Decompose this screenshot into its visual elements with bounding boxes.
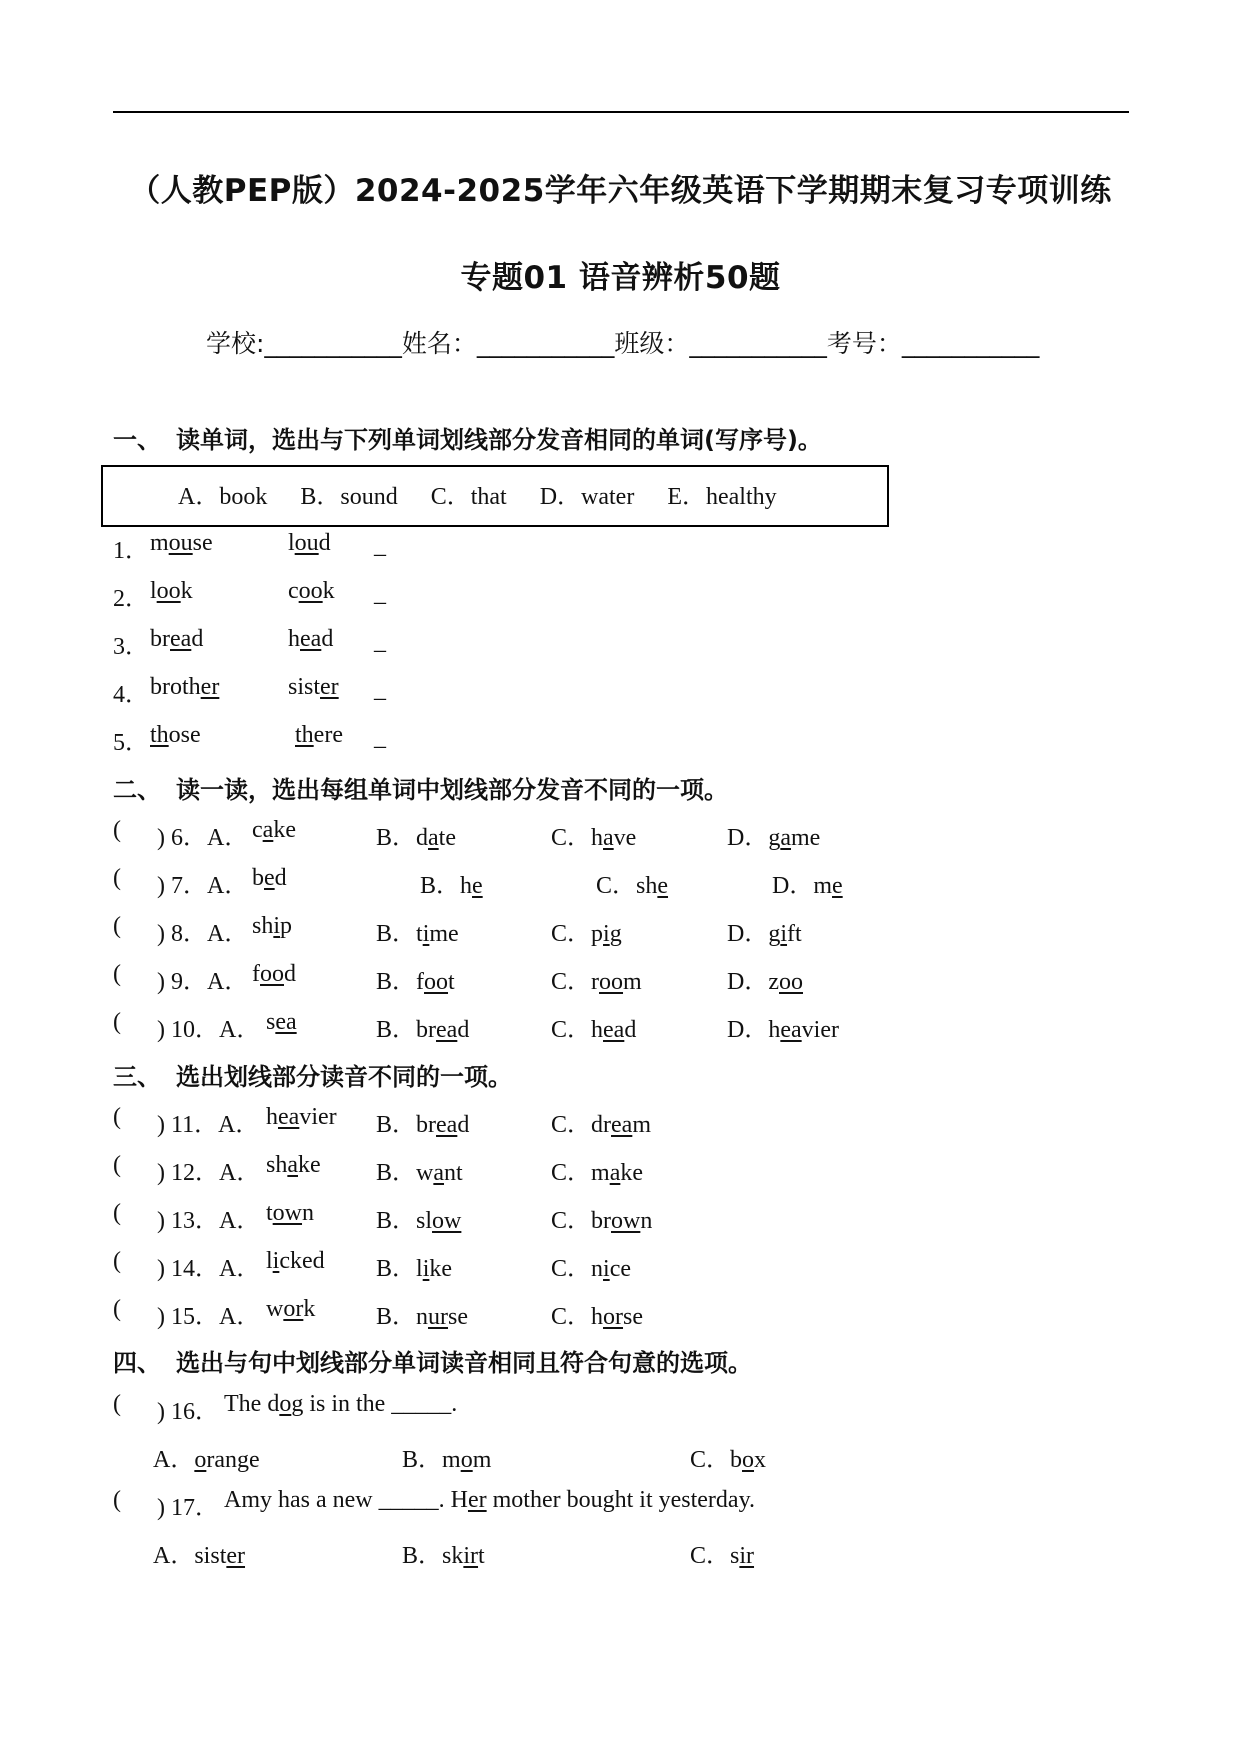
choice-word: D．game — [727, 825, 821, 851]
answer-paren[interactable]: ( — [113, 865, 121, 891]
choice-word: C．make — [551, 1160, 643, 1186]
question-label: ) 13．A． — [157, 1208, 261, 1234]
question-label: ) 17． — [157, 1495, 219, 1521]
answer-blank[interactable]: _ — [374, 581, 386, 607]
word: head — [288, 626, 334, 652]
question-label: ) 8．A． — [157, 921, 249, 947]
choice-word: D．gift — [727, 921, 802, 947]
answer-paren[interactable]: ( — [113, 913, 121, 939]
word: cook — [288, 578, 335, 604]
option: B．sound — [300, 484, 398, 510]
choice-word: cake — [252, 817, 296, 843]
choice-word: B．date — [376, 825, 456, 851]
options-row — [178, 476, 804, 511]
answer-blank[interactable]: _ — [374, 725, 386, 751]
question-label: ) 14．A． — [157, 1256, 261, 1282]
choice-word: C．room — [551, 969, 642, 995]
answer-paren[interactable]: ( — [113, 1152, 121, 1178]
option: C．that — [430, 484, 507, 510]
choice-word: D．zoo — [727, 969, 803, 995]
section-number: 四、 — [113, 1349, 161, 1377]
question-label: ) 9．A． — [157, 969, 249, 995]
word: look — [150, 578, 193, 604]
top-rule — [113, 111, 1129, 113]
question-label: ) 11．A． — [157, 1112, 260, 1138]
choice-word: A．sister — [153, 1543, 246, 1569]
section-4-heading — [113, 1343, 752, 1378]
section-number: 三、 — [113, 1063, 161, 1091]
choice-word: C．brown — [551, 1208, 653, 1234]
answer-blank[interactable]: _ — [374, 677, 386, 703]
choice-word: B．mom — [402, 1447, 492, 1473]
choice-word: C．horse — [551, 1304, 644, 1330]
page-title: （人教PEP版）2024-2025学年六年级英语下学期期末复习专项训练 — [129, 173, 1112, 209]
answer-paren[interactable]: ( — [113, 961, 121, 987]
choice-word: town — [266, 1200, 315, 1226]
choice-word: B．bread — [376, 1017, 470, 1043]
choice-word: C．she — [596, 873, 669, 899]
choice-word: C．pig — [551, 921, 622, 947]
choice-word: sea — [266, 1009, 297, 1035]
word: mouse — [150, 530, 213, 556]
section-title: 选出划线部分读音不同的一项。 — [176, 1063, 512, 1091]
student-info-line: 学校:___________姓名：___________班级：___________考号：___________ — [206, 329, 1040, 358]
question-label: ) 12．A． — [157, 1160, 261, 1186]
choice-word: B．time — [376, 921, 459, 947]
word: those — [150, 722, 201, 748]
answer-paren[interactable]: ( — [113, 1487, 121, 1513]
answer-blank[interactable]: _ — [374, 629, 386, 655]
option: D．water — [539, 484, 635, 510]
section-2-heading — [113, 770, 728, 805]
section-number: 二、 — [113, 776, 161, 804]
choice-word: B．he — [420, 873, 483, 899]
question-label: ) 6．A． — [157, 825, 249, 851]
answer-paren[interactable]: ( — [113, 1391, 121, 1417]
choice-word: C．nice — [551, 1256, 631, 1282]
question-label: ) 15．A． — [157, 1304, 261, 1330]
choice-word: D．me — [772, 873, 843, 899]
answer-paren[interactable]: ( — [113, 1296, 121, 1322]
choice-word: B．foot — [376, 969, 455, 995]
item-number: 1． — [113, 538, 149, 564]
section-title: 选出与句中划线部分单词读音相同且符合句意的选项。 — [176, 1349, 752, 1377]
choice-word: bed — [252, 865, 287, 891]
word: sister — [288, 674, 339, 700]
section-1-heading — [113, 420, 822, 455]
choice-word: C．head — [551, 1017, 637, 1043]
choice-word: B．want — [376, 1160, 463, 1186]
section-number: 一、 — [113, 426, 161, 454]
section-3-heading — [113, 1057, 512, 1092]
question-label: ) 7．A． — [157, 873, 249, 899]
question-label: ) 10．A． — [157, 1017, 261, 1043]
word: there — [295, 722, 343, 748]
answer-paren[interactable]: ( — [113, 1009, 121, 1035]
choice-word: A．orange — [153, 1447, 260, 1473]
choice-word: food — [252, 961, 296, 987]
question-sentence: Amy has a new _____. Her mother bought it yesterday. — [224, 1487, 756, 1513]
item-number: 2． — [113, 586, 149, 612]
choice-word: C．box — [690, 1447, 767, 1473]
section-title: 读一读，选出每组单词中划线部分发音不同的一项。 — [176, 776, 728, 804]
choice-word: work — [266, 1296, 316, 1322]
choice-word: D．heavier — [727, 1017, 839, 1043]
answer-paren[interactable]: ( — [113, 817, 121, 843]
answer-paren[interactable]: ( — [113, 1248, 121, 1274]
choice-word: B．nurse — [376, 1304, 469, 1330]
choice-word: C．sir — [690, 1543, 755, 1569]
choice-word: C．dream — [551, 1112, 651, 1138]
choice-word: B．slow — [376, 1208, 462, 1234]
question-sentence: The dog is in the _____. — [224, 1391, 458, 1417]
option: E．healthy — [667, 484, 777, 510]
word: bread — [150, 626, 204, 652]
choice-word: B．bread — [376, 1112, 470, 1138]
word: brother — [150, 674, 220, 700]
choice-word: C．have — [551, 825, 637, 851]
section-title: 读单词，选出与下列单词划线部分发音相同的单词(写序号)。 — [176, 426, 822, 454]
item-number: 5． — [113, 730, 149, 756]
choice-word: licked — [266, 1248, 325, 1274]
choice-word: shake — [266, 1152, 321, 1178]
choice-word: B．skirt — [402, 1543, 485, 1569]
choice-word: ship — [252, 913, 293, 939]
answer-paren[interactable]: ( — [113, 1104, 121, 1130]
word: loud — [288, 530, 331, 556]
option: A．book — [178, 484, 268, 510]
answer-blank[interactable]: _ — [374, 533, 386, 559]
question-label: ) 16． — [157, 1399, 219, 1425]
item-number: 4． — [113, 682, 149, 708]
page-subtitle: 专题01 语音辨析50题 — [460, 260, 781, 296]
item-number: 3． — [113, 634, 149, 660]
answer-paren[interactable]: ( — [113, 1200, 121, 1226]
choice-word: heavier — [266, 1104, 337, 1130]
choice-word: B．like — [376, 1256, 453, 1282]
